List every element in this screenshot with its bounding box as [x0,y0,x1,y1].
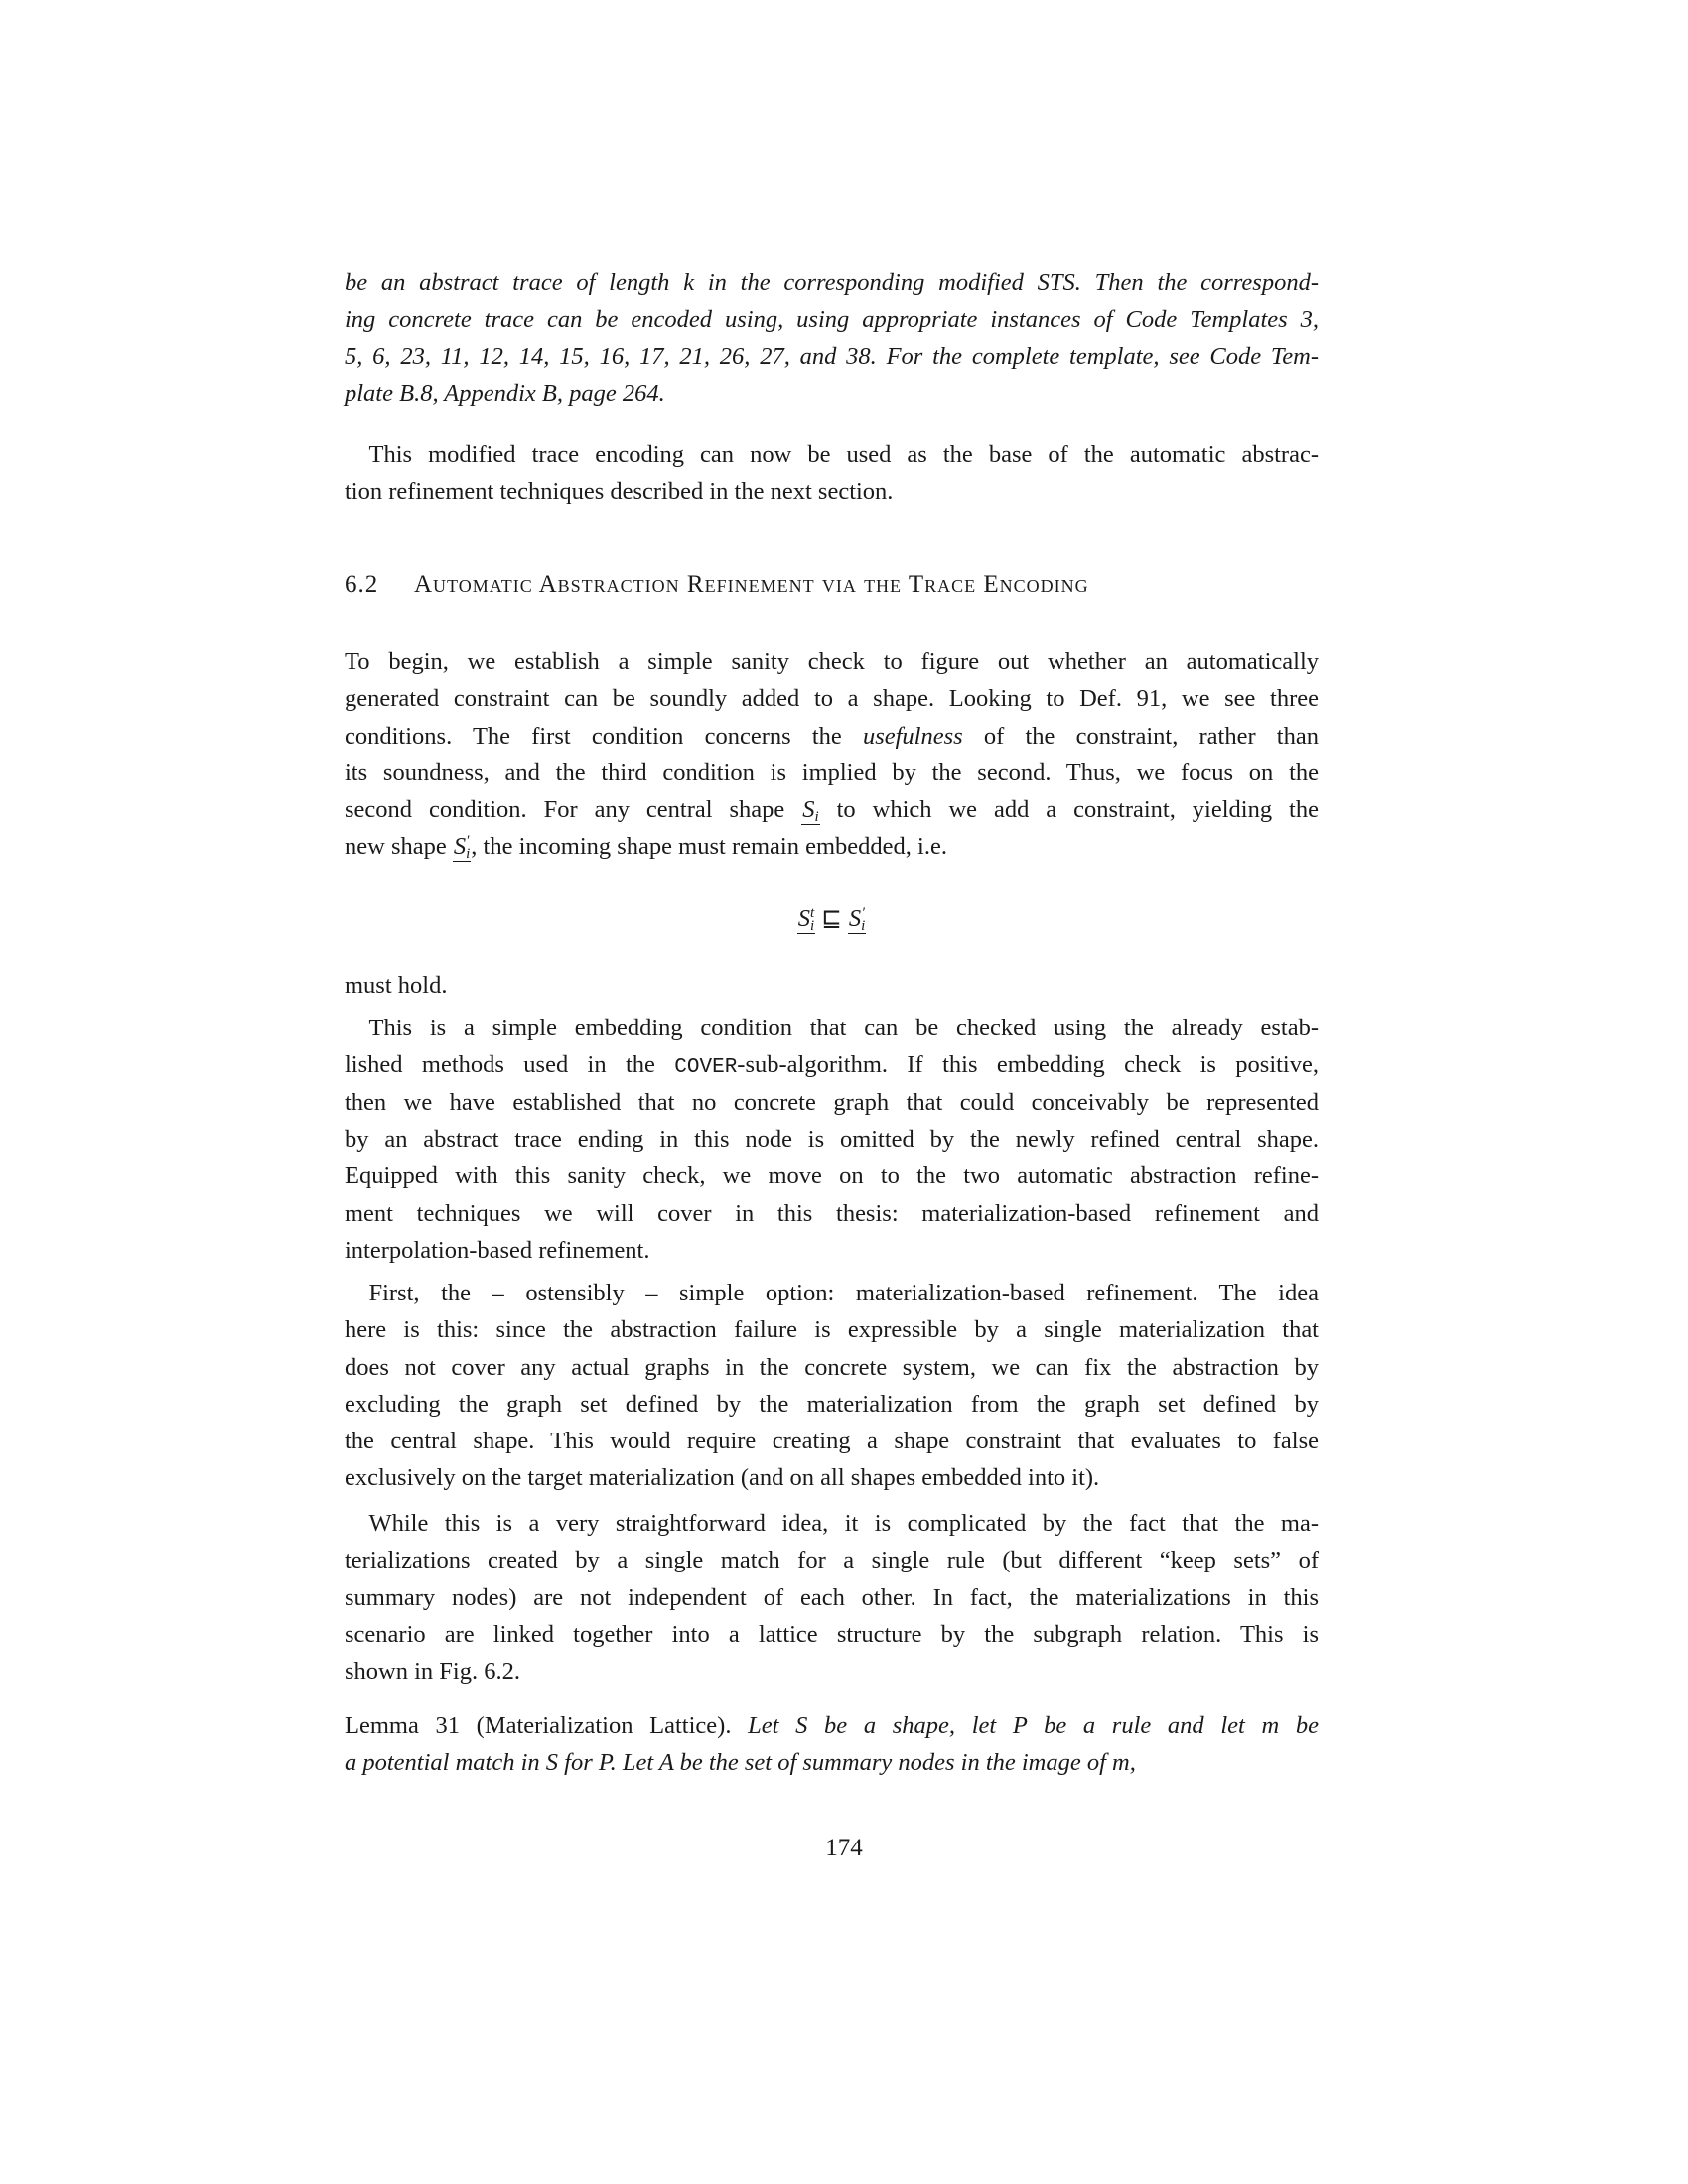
text-span: , the incoming shape must remain embedded, i.e. [471,833,947,860]
text-span: shown in Fig. 6.2. [345,1658,520,1685]
text-line [345,305,1319,335]
text-span: scenario are linked together into a lattice structure by the subgraph relation. This is [345,1621,1319,1648]
text-span: does not cover any actual graphs in the concrete system, we can fix the abstraction by [345,1354,1319,1381]
text-line [345,1125,1319,1155]
text-line [345,1050,1319,1083]
text-line [345,1161,1319,1191]
page-number: 174 [825,1835,863,1861]
text-span: To begin, we establish a simple sanity check to figure out whether an automatically [345,648,1319,675]
italic-text: 5, 6, 23, 11, 12, 14, 15, 16, 17, 21, 26, 27, and 38. For the complete template, see Code Tem- [345,343,1319,370]
text-span: to which we add a constraint, yielding the [819,796,1319,823]
section-title: Automatic Abstraction Refinement via the Trace Encoding [414,571,1089,598]
text-span: terializations created by a single match for a single rule (but different “keep sets” of [345,1547,1319,1573]
text-span: -sub-algorithm. If this embedding check is positive, [737,1051,1319,1078]
text-span: While this is a very straightforward idea, it is complicated by the fact that the ma- [345,1510,1319,1537]
text-line [345,1427,1319,1456]
section-heading [345,571,1319,599]
italic-text: usefulness [862,723,963,750]
text-line [345,1088,1319,1118]
text-line [345,684,1319,714]
text-span: lished methods used in the [345,1051,675,1078]
text-line [345,971,1319,1001]
text-line [345,758,1319,788]
text-span: excluding the graph set defined by the materialization from the graph set defined by [345,1391,1319,1418]
text-span: generated constraint can be soundly added to a shape. Looking to Def. 91, we see three [345,685,1319,712]
text-span: new shape [345,833,453,860]
text-line [345,1509,1319,1539]
text-span: Lemma 31 (Materialization Lattice). [345,1712,749,1739]
text-span: here is this: since the abstraction failure is expressible by a single materialization that [345,1316,1319,1343]
code-text: COVER [674,1056,738,1079]
text-line [345,1583,1319,1613]
text-span: exclusively on the target materialization (and on all shapes embedded into it). [345,1464,1100,1491]
text-span: the central shape. This would require creating a shape constraint that evaluates to false [345,1428,1319,1454]
italic-text: be an abstract trace of length k in the corresponding modified STS. Then the correspond- [345,269,1319,296]
text-span: second condition. For any central shape [345,796,802,823]
text-line [345,1748,1319,1778]
math-shape-symbol: S i [802,796,819,826]
text-line [345,904,1319,934]
italic-text: a potential match in S for P. Let A be the set of summary nodes in the image of m, [345,1749,1136,1776]
text-span: its soundness, and the third condition is implied by the second. Thus, we focus on the [345,759,1319,786]
text-line [345,1390,1319,1420]
text-span: ⊑ [815,905,848,932]
text-line [345,1657,1319,1687]
text-span: conditions. The first condition concerns the [345,723,863,750]
italic-text: plate B.8, Appendix B, page 264. [345,380,665,407]
text-line [345,478,1319,507]
text-line [345,1279,1319,1308]
section-number: 6.2 [345,571,379,598]
text-line [345,440,1319,470]
text-line [345,832,1319,862]
text-line [345,1199,1319,1229]
text-span: tion refinement techniques described in the next section. [345,478,894,505]
text-line [345,268,1319,298]
text-span: by an abstract trace ending in this node is omitted by the newly refined central shape. [345,1126,1319,1153]
text-span: ment techniques we will cover in this thesis: materialization-based refinement and [345,1200,1319,1227]
text-span: First, the – ostensibly – simple option: materialization-based refinement. The idea [345,1280,1319,1306]
text-line [345,1711,1319,1741]
text-line [345,1463,1319,1493]
italic-text: ing concrete trace can be encoded using, using appropriate instances of Code Templates 3, [345,306,1319,333]
text-span: interpolation-based refinement. [345,1237,650,1264]
text-span: summary nodes) are not independent of each other. In fact, the materializations in this [345,1584,1319,1611]
text-line [345,1620,1319,1650]
text-span: of the constraint, rather than [962,723,1319,750]
text-line [345,1546,1319,1575]
text-span: This is a simple embedding condition that can be checked using the already estab- [345,1015,1319,1041]
text-span: then we have established that no concrete graph that could conceivably be represented [345,1089,1319,1116]
math-shape-symbol: S t i [797,905,815,935]
text-line [345,722,1319,751]
text-line [345,647,1319,677]
text-line [345,1315,1319,1345]
text-line [345,795,1319,825]
math-shape-symbol: S ′ i [453,833,471,863]
text-span: must hold. [345,972,448,999]
text-line [345,1353,1319,1383]
italic-text: Let S be a shape, let P be a rule and let m be [748,1712,1320,1739]
text-span: This modified trace encoding can now be used as the base of the automatic abstrac- [345,441,1319,468]
text-line [345,342,1319,372]
text-line [345,1014,1319,1043]
text-line [345,1236,1319,1266]
text-span: Equipped with this sanity check, we move on to the two automatic abstraction refine- [345,1162,1319,1189]
text-line [345,379,1319,409]
math-shape-symbol: S ′ i [848,905,866,935]
